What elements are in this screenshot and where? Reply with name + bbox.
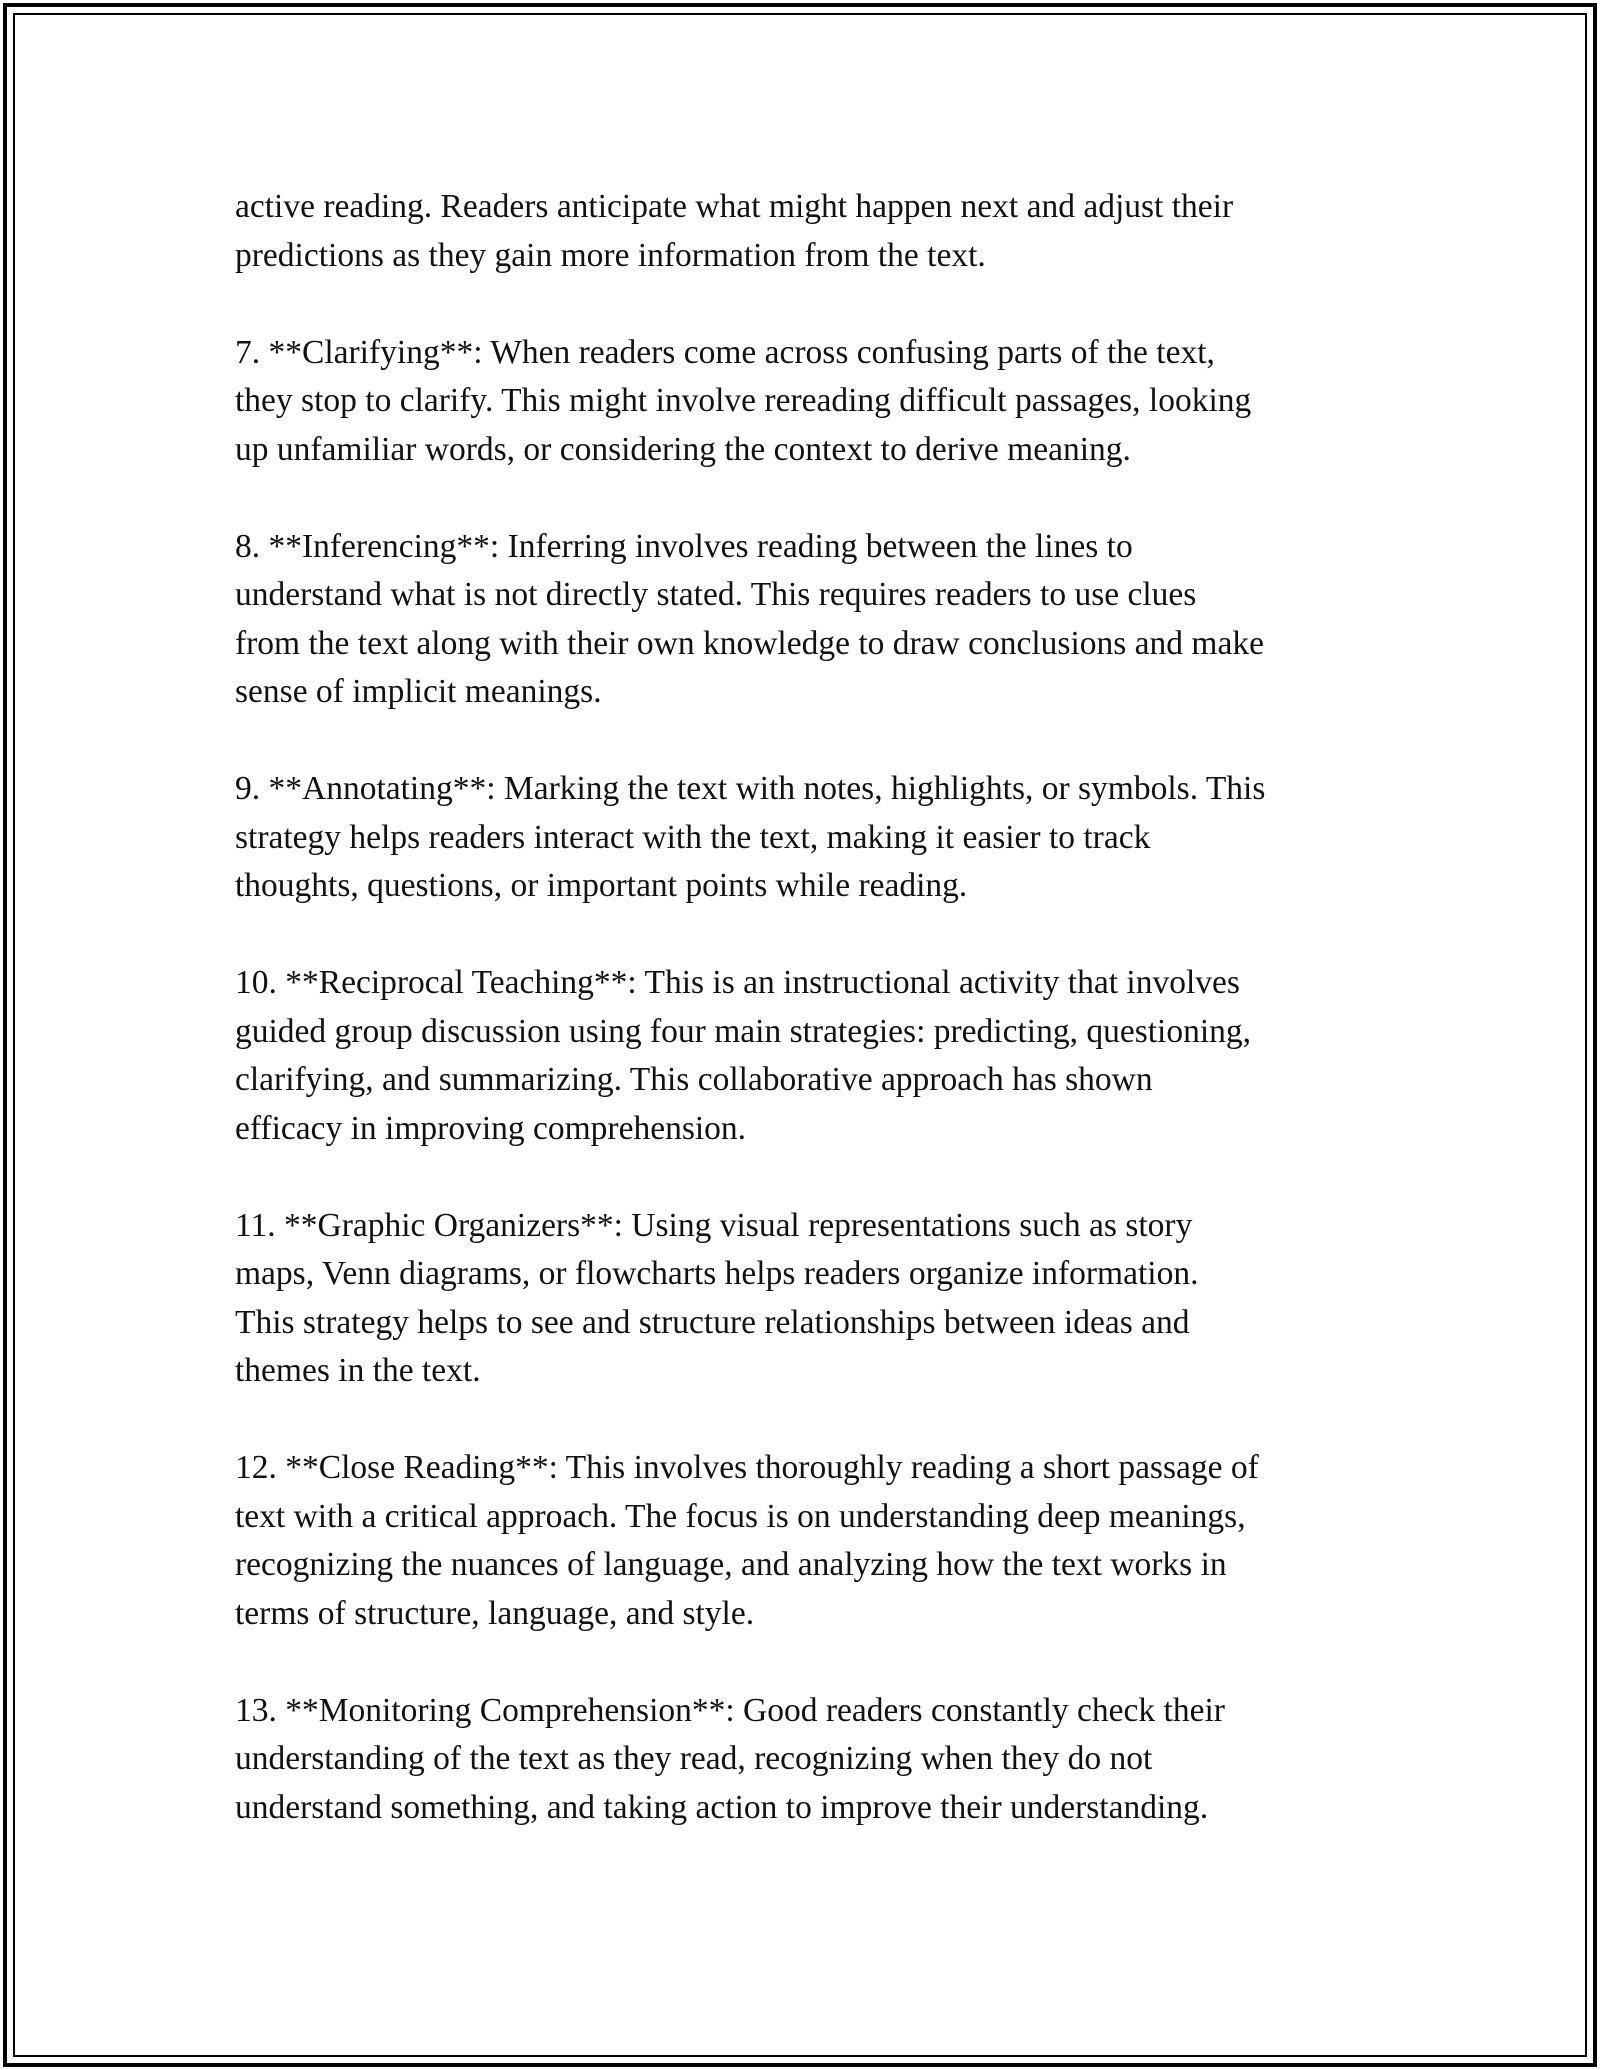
paragraph-monitoring-comprehension: 13. **Monitoring Comprehension**: Good readers constantly check their understanding of the text as they read, recognizing when they do not understand something, and taking action to improve their understanding. [235, 1691, 1225, 1826]
paragraph-annotating: 9. **Annotating**: Marking the text with notes, highlights, or symbols. This strategy helps readers interact with the text, making it easier to track thoughts, questions, or important points while reading. [235, 770, 1266, 904]
paragraph-close-reading: 12. **Close Reading**: This involves thoroughly reading a short passage of text with a critical approach. The focus is on understanding deep meanings, recognizing the nuances of language, and analyzing how the text works in terms of structure, language, and style. [235, 1449, 1259, 1632]
paragraph-clarifying: 7. **Clarifying**: When readers come across confusing parts of the text, they stop to clarify. This might involve rereading difficult passages, looking up unfamiliar words, or considering the context to derive meaning. [235, 333, 1252, 468]
paragraph-graphic-organizers: 11. **Graphic Organizers**: Using visual representations such as story maps, Venn diagrams, or flowcharts helps readers organize information. This strategy helps to see and structure relationships between ideas and themes in the text. [235, 1206, 1199, 1389]
paragraph-reciprocal-teaching: 10. **Reciprocal Teaching**: This is an instructional activity that involves guided group discussion using four main strategies: predicting, questioning, clarifying, and summarizing. This collaborative approach has shown efficacy in improving comprehension. [235, 964, 1252, 1147]
document-body [235, 183, 1375, 1881]
paragraph-prediction-continued: active reading. Readers anticipate what might happen next and adjust their predictions as they gain more information from the text. [235, 188, 1234, 274]
paragraph-inferencing: 8. **Inferencing**: Inferring involves reading between the lines to understand what is not directly stated. This requires readers to use clues from the text along with their own knowledge to draw conclusions and make sense of implicit meanings. [235, 527, 1264, 710]
